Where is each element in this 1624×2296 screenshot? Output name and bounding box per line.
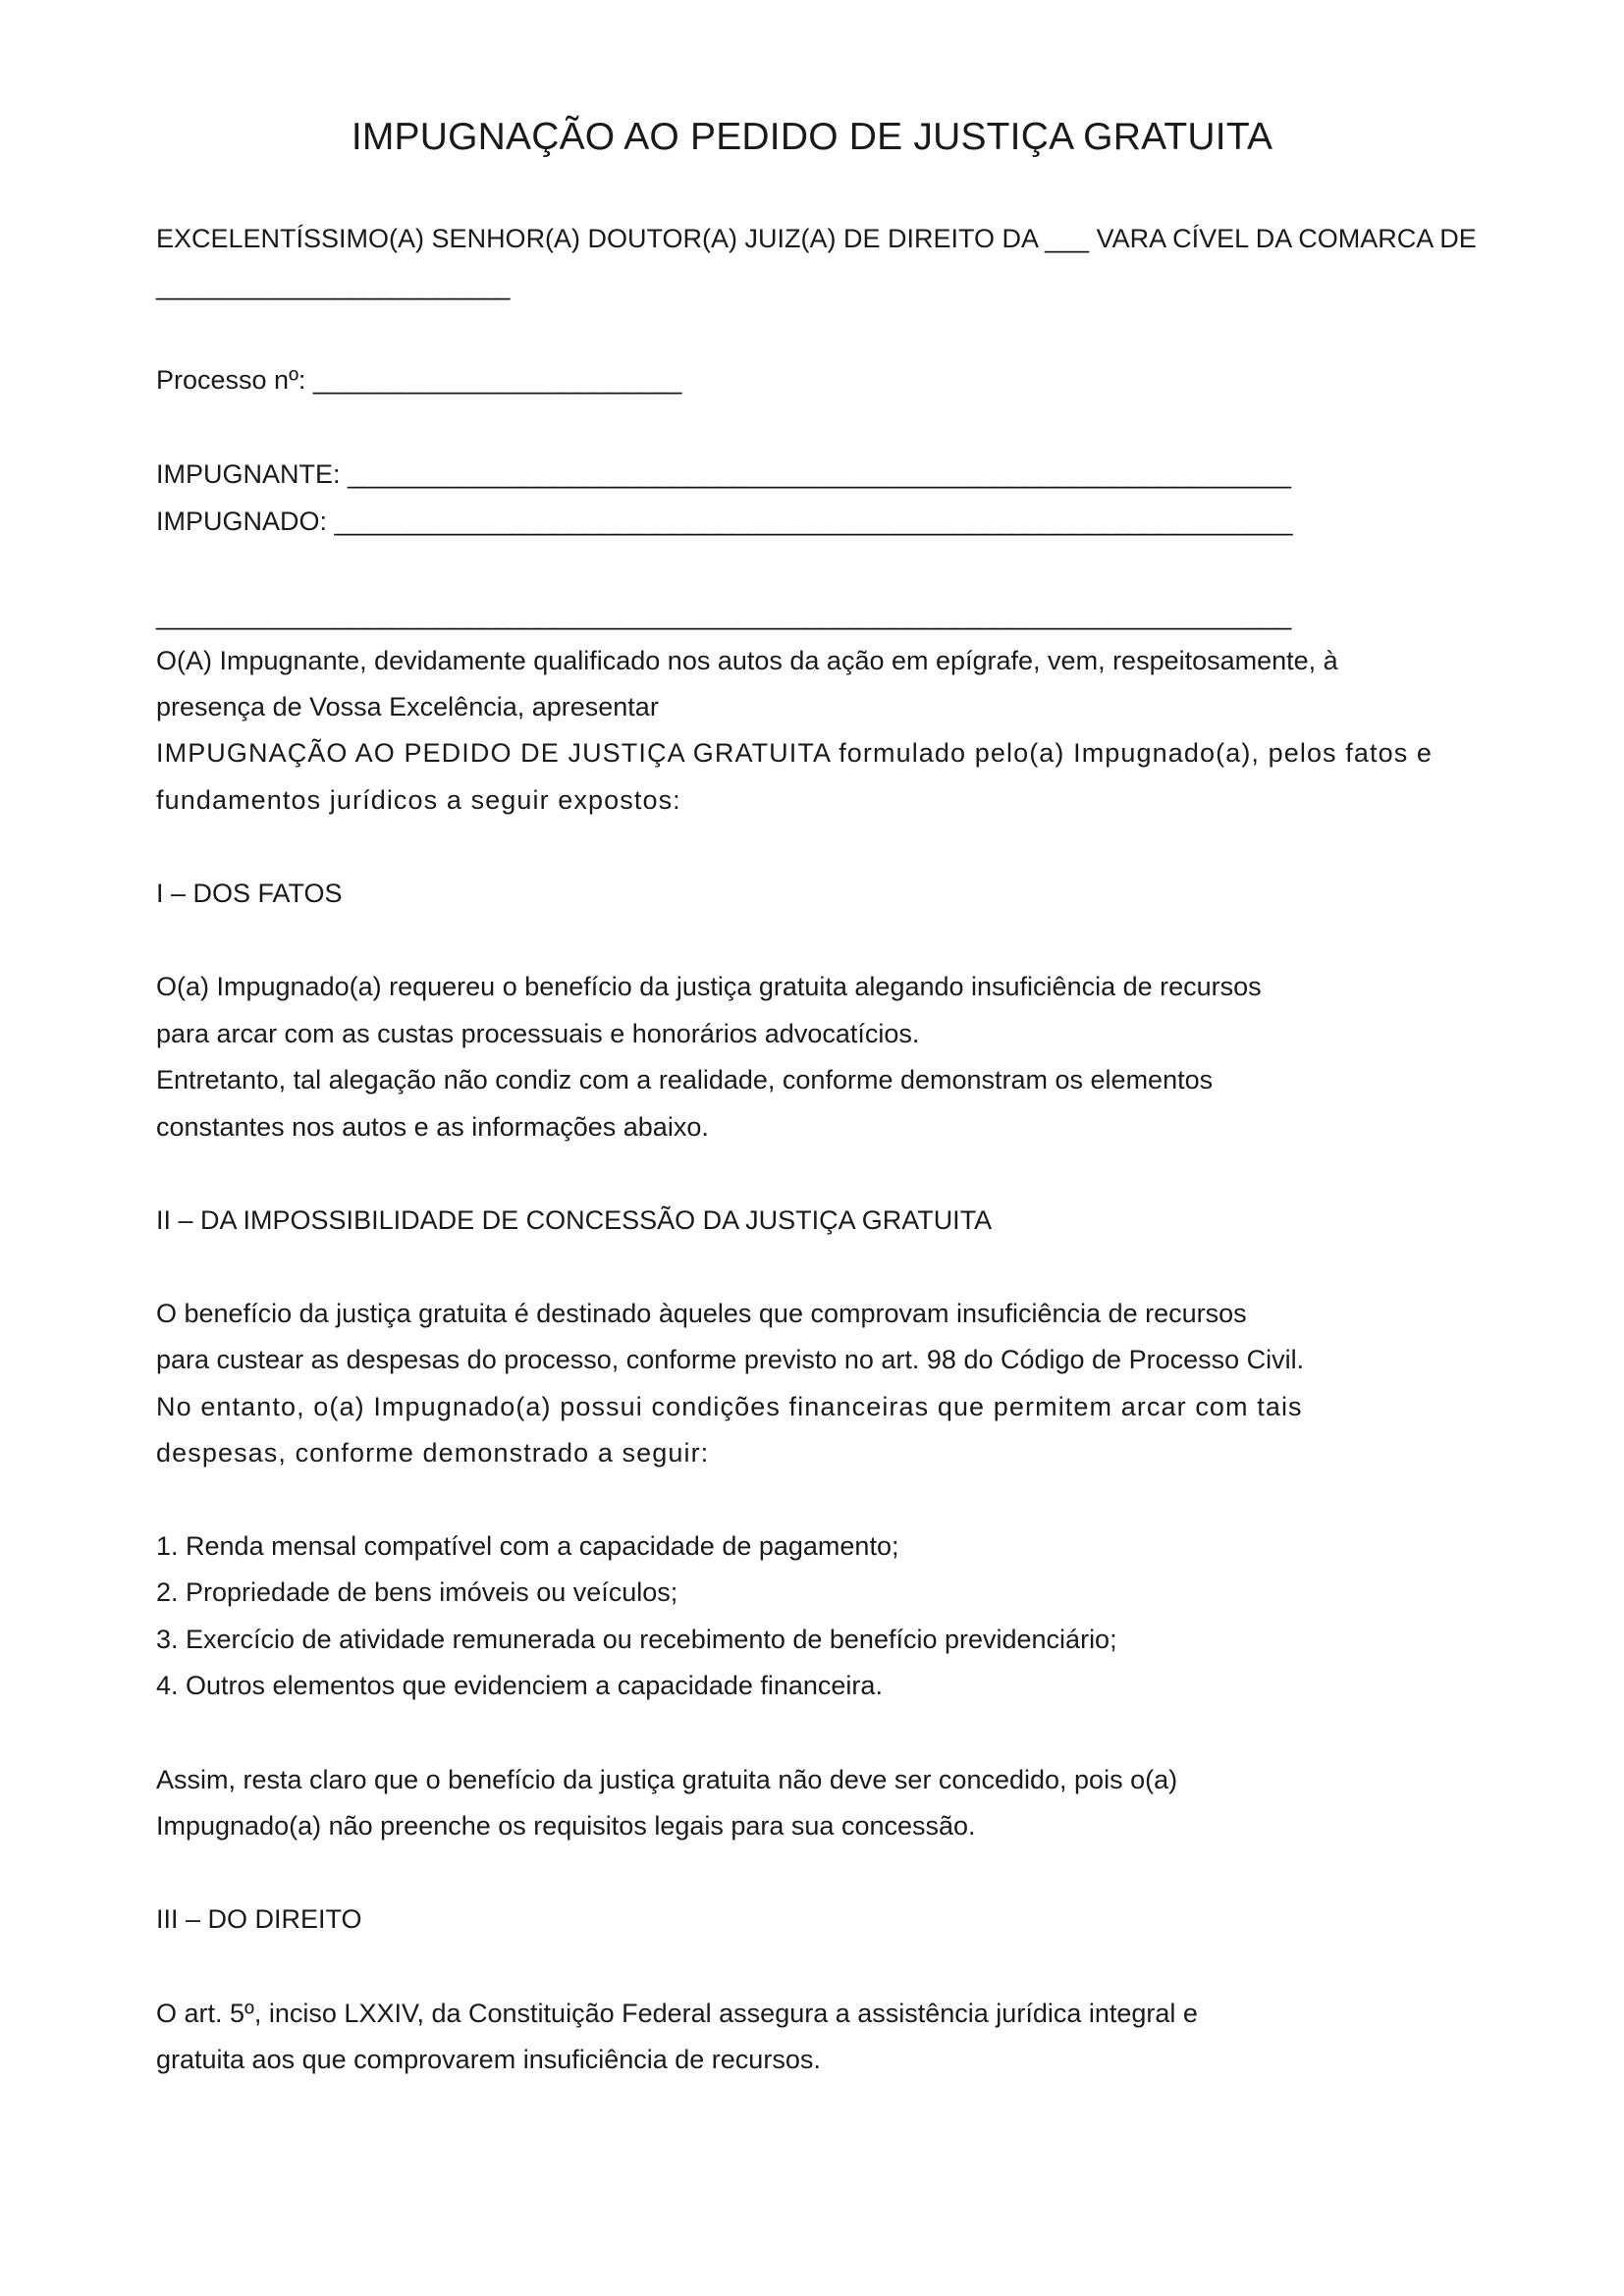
impossibilidade-line-3: No entanto, o(a) Impugnado(a) possui condições financeiras que permitem arcar com tais bbox=[156, 1392, 1303, 1421]
section-heading-fatos: I – DOS FATOS bbox=[156, 879, 343, 908]
separator-line: _____________________________________________________________________________ bbox=[156, 601, 1292, 630]
conclusion-line-1: Assim, resta claro que o benefício da justiça gratuita não deve ser concedido, pois o(a) bbox=[156, 1765, 1178, 1794]
impossibilidade-line-1: O benefício da justiça gratuita é destinado àqueles que comprovam insuficiência de recursos bbox=[156, 1299, 1247, 1328]
impossibilidade-line-2: para custear as despesas do processo, conforme previsto no art. 98 do Código de Processo Civil. bbox=[156, 1345, 1305, 1374]
list-item: 3. Exercício de atividade remunerada ou recebimento de benefício previdenciário; bbox=[156, 1625, 1117, 1654]
intro-line-1: O(A) Impugnante, devidamente qualificado nos autos da ação em epígrafe, vem, respeitosamente, à bbox=[156, 646, 1338, 675]
impugnado-field: IMPUGNADO: _________________________________________________________________ bbox=[156, 507, 1293, 536]
conclusion-line-2: Impugnado(a) não preenche os requisitos legais para sua concessão. bbox=[156, 1811, 976, 1841]
fatos-line-2: para arcar com as custas processuais e honorários advocatícios. bbox=[156, 1019, 920, 1048]
fatos-line-3: Entretanto, tal alegação não condiz com a realidade, conforme demonstram os elementos bbox=[156, 1065, 1214, 1095]
section-heading-impossibilidade: II – DA IMPOSSIBILIDADE DE CONCESSÃO DA JUSTIÇA GRATUITA bbox=[156, 1205, 993, 1235]
fatos-line-1: O(a) Impugnado(a) requereu o benefício da justiça gratuita alegando insuficiência de recursos bbox=[156, 972, 1262, 1001]
fatos-line-4: constantes nos autos e as informações abaixo. bbox=[156, 1112, 709, 1142]
addressee-line-2: ________________________ bbox=[156, 271, 511, 300]
list-item: 4. Outros elementos que evidenciem a capacidade financeira. bbox=[156, 1671, 883, 1700]
intro-line-2: presença de Vossa Excelência, apresentar bbox=[156, 692, 659, 721]
list-item: 1. Renda mensal compatível com a capacidade de pagamento; bbox=[156, 1531, 899, 1561]
intro-line-3: IMPUGNAÇÃO AO PEDIDO DE JUSTIÇA GRATUITA formulado pelo(a) Impugnado(a), pelos fatos e bbox=[156, 738, 1434, 768]
direito-line-2: gratuita aos que comprovarem insuficiência de recursos. bbox=[156, 2045, 821, 2074]
section-heading-direito: III – DO DIREITO bbox=[156, 1904, 362, 1934]
impugnante-field: IMPUGNANTE: ________________________________________________________________ bbox=[156, 459, 1292, 489]
addressee-line-1: EXCELENTÍSSIMO(A) SENHOR(A) DOUTOR(A) JUIZ(A) DE DIREITO DA ___ VARA CÍVEL DA COMARCA DE bbox=[156, 224, 1477, 253]
document-title: IMPUGNAÇÃO AO PEDIDO DE JUSTIÇA GRATUITA bbox=[351, 116, 1273, 158]
impossibilidade-line-4: despesas, conforme demonstrado a seguir: bbox=[156, 1438, 710, 1468]
intro-line-4: fundamentos jurídicos a seguir expostos: bbox=[156, 785, 681, 815]
list-item: 2. Propriedade de bens imóveis ou veículos; bbox=[156, 1577, 678, 1607]
direito-line-1: O art. 5º, inciso LXXIV, da Constituição Federal assegura a assistência jurídica integral e bbox=[156, 1999, 1198, 2028]
process-number-field: Processo nº: _________________________ bbox=[156, 365, 682, 395]
